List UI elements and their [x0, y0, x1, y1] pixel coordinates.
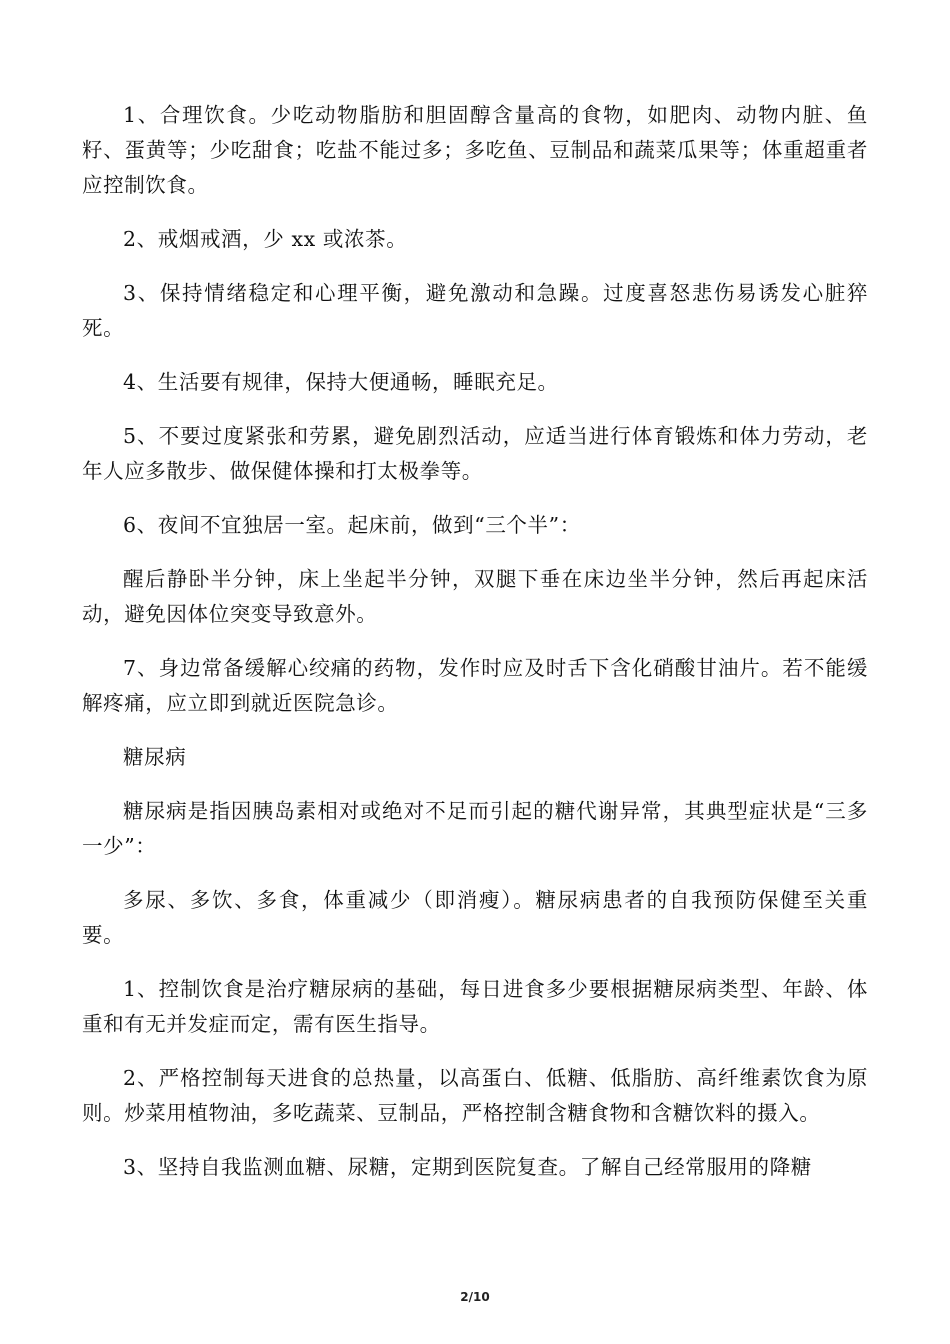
document-body: [82, 98, 868, 1204]
paragraph-diabetes-symptoms: 多尿、多饮、多食，体重减少（即消瘦）。糖尿病患者的自我预防保健至关重要。: [82, 888, 868, 947]
paragraph-three-halves: 醒后静卧半分钟，床上坐起半分钟，双腿下垂在床边坐半分钟，然后再起床活动，避免因体位突变导致意外。: [82, 567, 868, 626]
paragraph-smoking-drinking: 2、戒烟戒酒，少 xx 或浓茶。: [123, 227, 408, 251]
paragraph-medicine: 7、身边常备缓解心绞痛的药物，发作时应及时舌下含化硝酸甘油片。若不能缓解疼痛，应立即到就近医院急诊。: [82, 656, 868, 715]
page-number: 2/10: [460, 1290, 490, 1304]
paragraph-diabetes-calories: 2、严格控制每天进食的总热量，以高蛋白、低糖、低脂肪、高纤维素饮食为原则。炒菜用植物油，多吃蔬菜、豆制品，严格控制含糖食物和含糖饮料的摄入。: [82, 1066, 868, 1125]
paragraph-routine: 4、生活要有规律，保持大便通畅，睡眠充足。: [123, 370, 559, 394]
paragraph-diet: 1、合理饮食。少吃动物脂肪和胆固醇含量高的食物，如肥肉、动物内脏、鱼籽、蛋黄等；少吃甜食；吃盐不能过多；多吃鱼、豆制品和蔬菜瓜果等；体重超重者应控制饮食。: [82, 103, 868, 197]
section-heading-diabetes: 糖尿病: [123, 745, 187, 769]
paragraph-diabetes-diet: 1、控制饮食是治疗糖尿病的基础，每日进食多少要根据糖尿病类型、年龄、体重和有无并发症而定，需有医生指导。: [82, 977, 868, 1036]
paragraph-diabetes-monitoring: 3、坚持自我监测血糖、尿糖，定期到医院复查。了解自己经常服用的降糖: [123, 1155, 812, 1179]
paragraph-exercise: 5、不要过度紧张和劳累，避免剧烈活动，应适当进行体育锻炼和体力劳动，老年人应多散步、做保健体操和打太极拳等。: [82, 424, 868, 483]
paragraph-night: 6、夜间不宜独居一室。起床前，做到“三个半”：: [123, 513, 581, 537]
paragraph-emotion: 3、保持情绪稳定和心理平衡，避免激动和急躁。过度喜怒悲伤易诱发心脏猝死。: [82, 281, 868, 340]
paragraph-diabetes-definition: 糖尿病是指因胰岛素相对或绝对不足而引起的糖代谢异常，其典型症状是“三多一少”：: [82, 799, 868, 858]
